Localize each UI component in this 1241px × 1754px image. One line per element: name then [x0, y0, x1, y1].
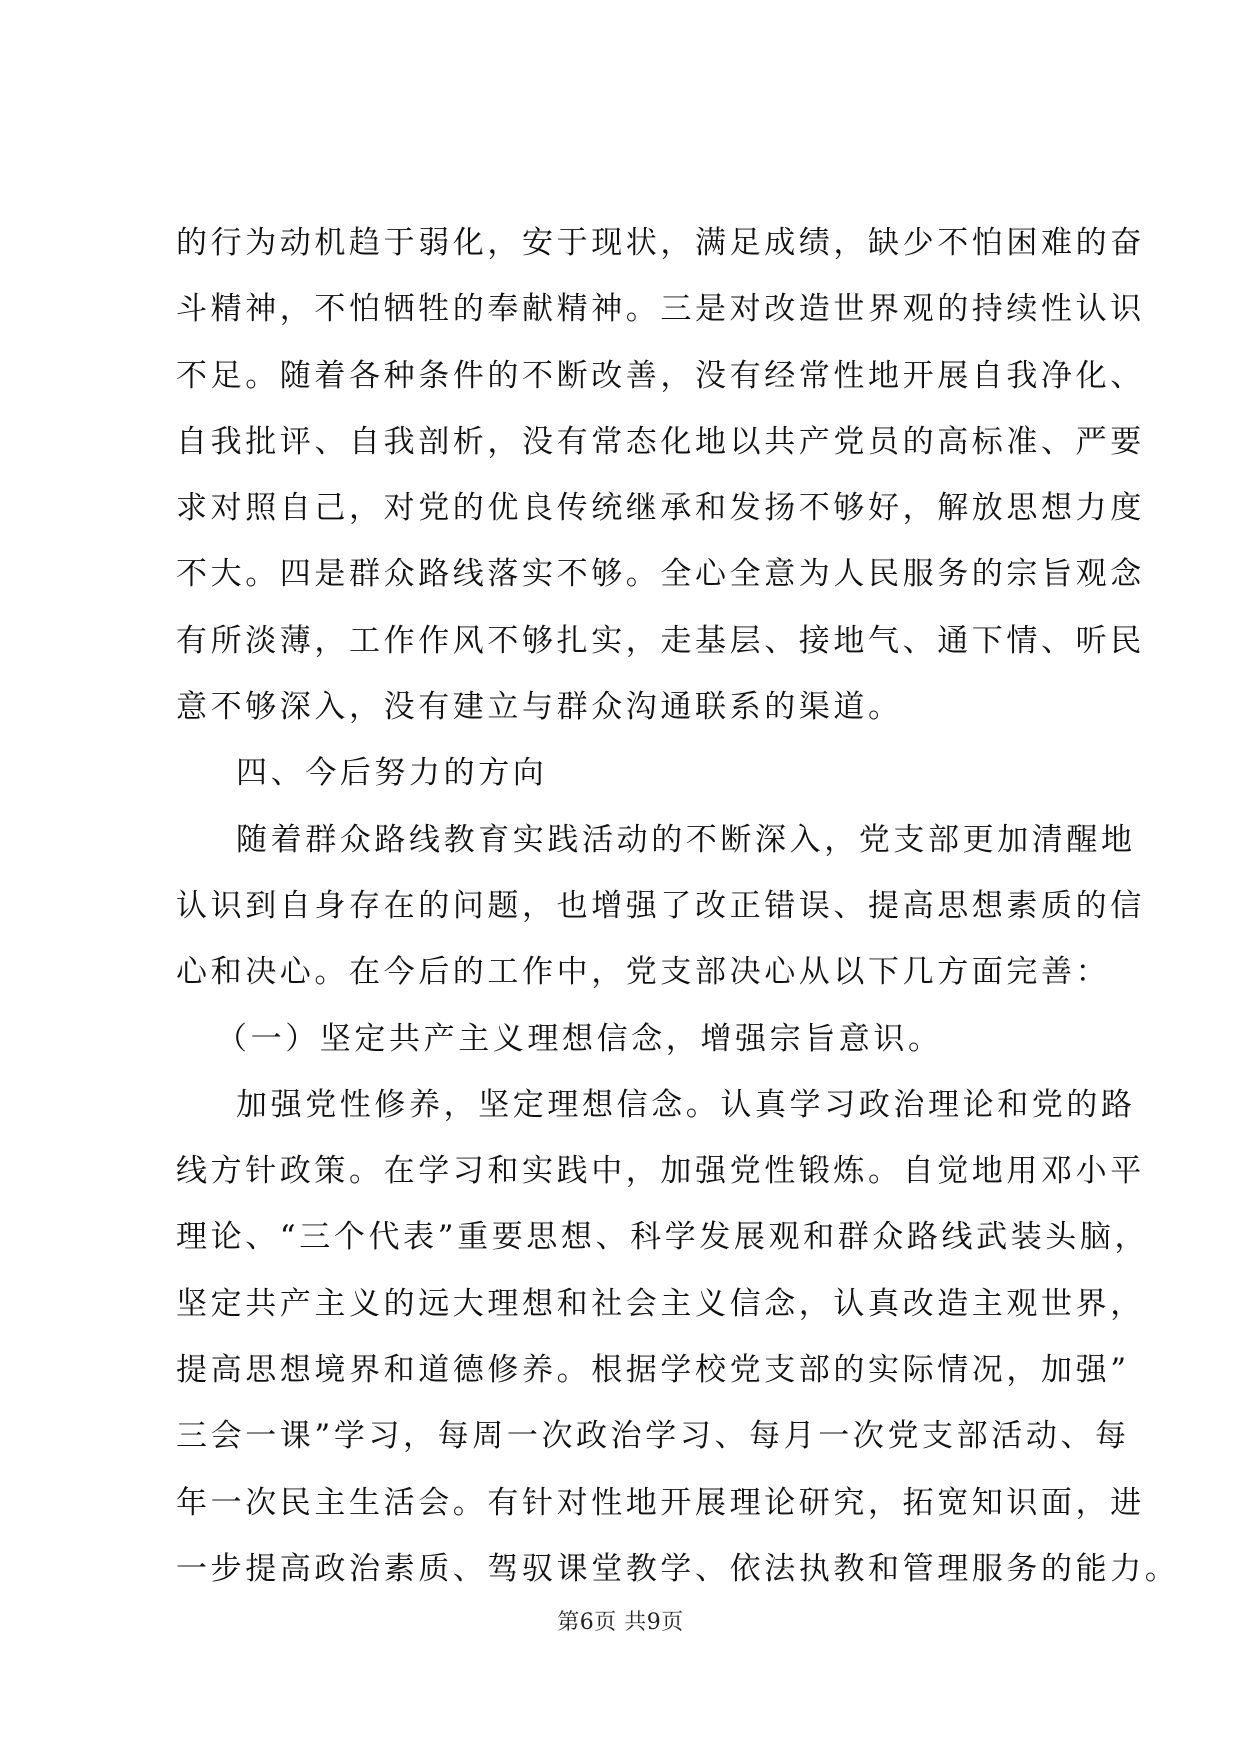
document-body: [176, 225, 1180, 1618]
text-line: 求对照自己，对党的优良传统继承和发扬不够好，解放思想力度: [176, 490, 1145, 527]
paragraph-first-line: 随着群众路线教育实践活动的不断深入，党支部更加清醒地: [236, 821, 1136, 858]
text-line: 坚定共产主义的远大理想和社会主义信念，认真改造主观世界，: [176, 1285, 1145, 1322]
text-line: 自我批评、自我剖析，没有常态化地以共产党员的高标准、严要: [176, 423, 1145, 460]
text-line: 认识到自身存在的问题，也增强了改正错误、提高思想素质的信: [176, 887, 1145, 924]
text-line: 的行为动机趋于弱化，安于现状，满足成绩，缺少不怕困难的奋: [176, 225, 1145, 261]
text-line: 不足。随着各种条件的不断改善，没有经常性地开展自我净化、: [176, 357, 1145, 394]
text-line: 线方针政策。在学习和实践中，加强党性锻炼。自觉地用邓小平: [176, 1153, 1145, 1190]
text-line: 有所淡薄，工作作风不够扎实，走基层、接地气、通下情、听民: [176, 622, 1145, 659]
text-line: 年一次民主生活会。有针对性地开展理论研究，拓宽知识面，进: [176, 1484, 1145, 1521]
text-line: 心和决心。在今后的工作中，党支部决心从以下几方面完善：: [176, 954, 1111, 991]
text-line: 不大。四是群众路线落实不够。全心全意为人民服务的宗旨观念: [176, 556, 1145, 593]
text-line: 提高思想境界和道德修养。根据学校党支部的实际情况，加强”: [176, 1352, 1130, 1389]
text-line: 理论、“三个代表”重要思想、科学发展观和群众路线武装头脑，: [176, 1219, 1150, 1256]
text-line: 意不够深入，没有建立与群众沟通联系的渠道。: [176, 689, 903, 726]
section-heading: 四、今后努力的方向: [236, 755, 548, 792]
text-line: 一步提高政治素质、驾驭课堂教学、依法执教和管理服务的能力。: [176, 1550, 1180, 1587]
text-line: 三会一课”学习，每周一次政治学习、每月一次党支部活动、每: [176, 1418, 1130, 1455]
text-line: 斗精神，不怕牺牲的奉献精神。三是对改造世界观的持续性认识: [176, 291, 1145, 328]
paragraph-first-line: 加强党性修养，坚定理想信念。认真学习政治理论和党的路: [236, 1086, 1136, 1123]
subsection-heading: （一）坚定共产主义理想信念，增强宗旨意识。: [216, 1020, 943, 1057]
page-number-footer: 第6页 共9页: [557, 1610, 684, 1635]
